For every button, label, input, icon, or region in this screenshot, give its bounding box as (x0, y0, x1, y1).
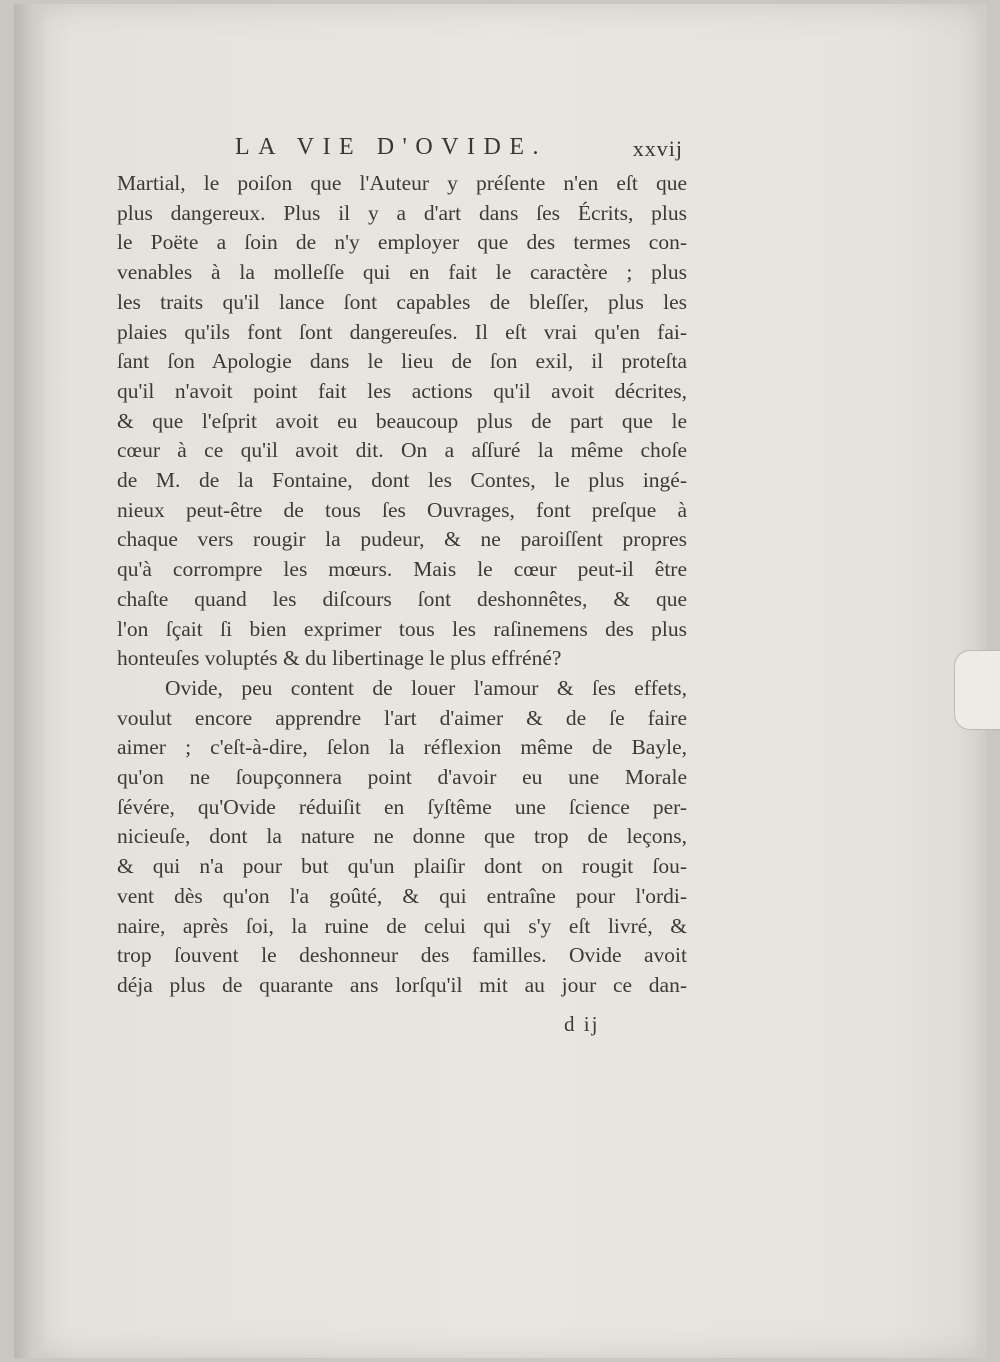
text-line: cœur à ce qu'il avoit dit. On a aſſuré la même choſe (117, 438, 687, 463)
text-line: déja plus de quarante ans lorſqu'il mit au jour ce dan- (117, 972, 687, 997)
text-line: les traits qu'il lance ſont capables de bleſſer, plus les (117, 289, 687, 314)
text-line: chaſte quand les diſcours ſont deshonnêtes, & que (117, 586, 687, 611)
text-line: aimer ; c'eſt-à-dire, ſelon la réflexion même de Bayle, (117, 735, 687, 760)
text-line: Martial, le poiſon que l'Auteur y préſente n'en eſt que (117, 171, 687, 195)
text-line: trop ſouvent le deshonneur des familles. Ovide avoit (117, 943, 687, 968)
text-line: plaies qu'ils font ſont dangereuſes. Il eſt vrai qu'en fai- (117, 319, 687, 344)
text-line: venables à la molleſſe qui en fait le caractère ; plus (117, 260, 687, 285)
page-tab-marker (954, 650, 1000, 730)
text-line: qu'à corrompre les mœurs. Mais le cœur peut-il être (117, 557, 687, 582)
text-line: plus dangereux. Plus il y a d'art dans ſes Écrits, plus (117, 200, 687, 225)
page-number: xxvij (632, 136, 683, 161)
page-header (117, 134, 687, 164)
text-line: ſant ſon Apologie dans le lieu de ſon exil, il proteſta (117, 349, 687, 374)
text-line: qu'on ne ſoupçonnera point d'avoir eu une Morale (117, 765, 687, 790)
text-line: & qui n'a pour but qu'un plaiſir dont on rougit ſou- (117, 854, 687, 879)
text-line: nicieuſe, dont la nature ne donne que trop de leçons, (117, 824, 687, 849)
text-line: vent dès qu'on l'a goûté, & qui entraîne pour l'ordi- (117, 883, 687, 908)
text-line: Ovide, peu content de louer l'amour & ſes effets, (165, 675, 687, 700)
text-line: & que l'eſprit avoit eu beaucoup plus de part que le (117, 408, 687, 433)
text-line: de M. de la Fontaine, dont les Contes, le plus ingé- (117, 468, 687, 493)
body-text (117, 169, 687, 1001)
text-line: qu'il n'avoit point fait les actions qu'il avoit décrites, (117, 378, 687, 403)
text-line: honteuſes voluptés & du libertinage le plus effréné? (117, 646, 562, 671)
text-line: l'on ſçait ſi bien exprimer tous les raſinemens des plus (117, 616, 687, 641)
signature-mark: d ij (564, 1012, 600, 1036)
text-line: ſévére, qu'Ovide réduiſit en ſyſtême une ſcience per- (117, 794, 687, 819)
page-gutter (14, 4, 48, 1358)
text-line: chaque vers rougir la pudeur, & ne paroiſſent propres (117, 527, 687, 552)
running-title: LA VIE D'OVIDE. (235, 134, 548, 160)
text-line: voulut encore apprendre l'art d'aimer & de ſe faire (117, 705, 687, 730)
text-line: naire, après ſoi, la ruine de celui qui s'y eſt livré, & (117, 913, 687, 938)
text-line: nieux peut-être de tous ſes Ouvrages, font preſque à (117, 497, 687, 522)
text-line: le Poëte a ſoin de n'y employer que des termes con- (117, 230, 687, 255)
